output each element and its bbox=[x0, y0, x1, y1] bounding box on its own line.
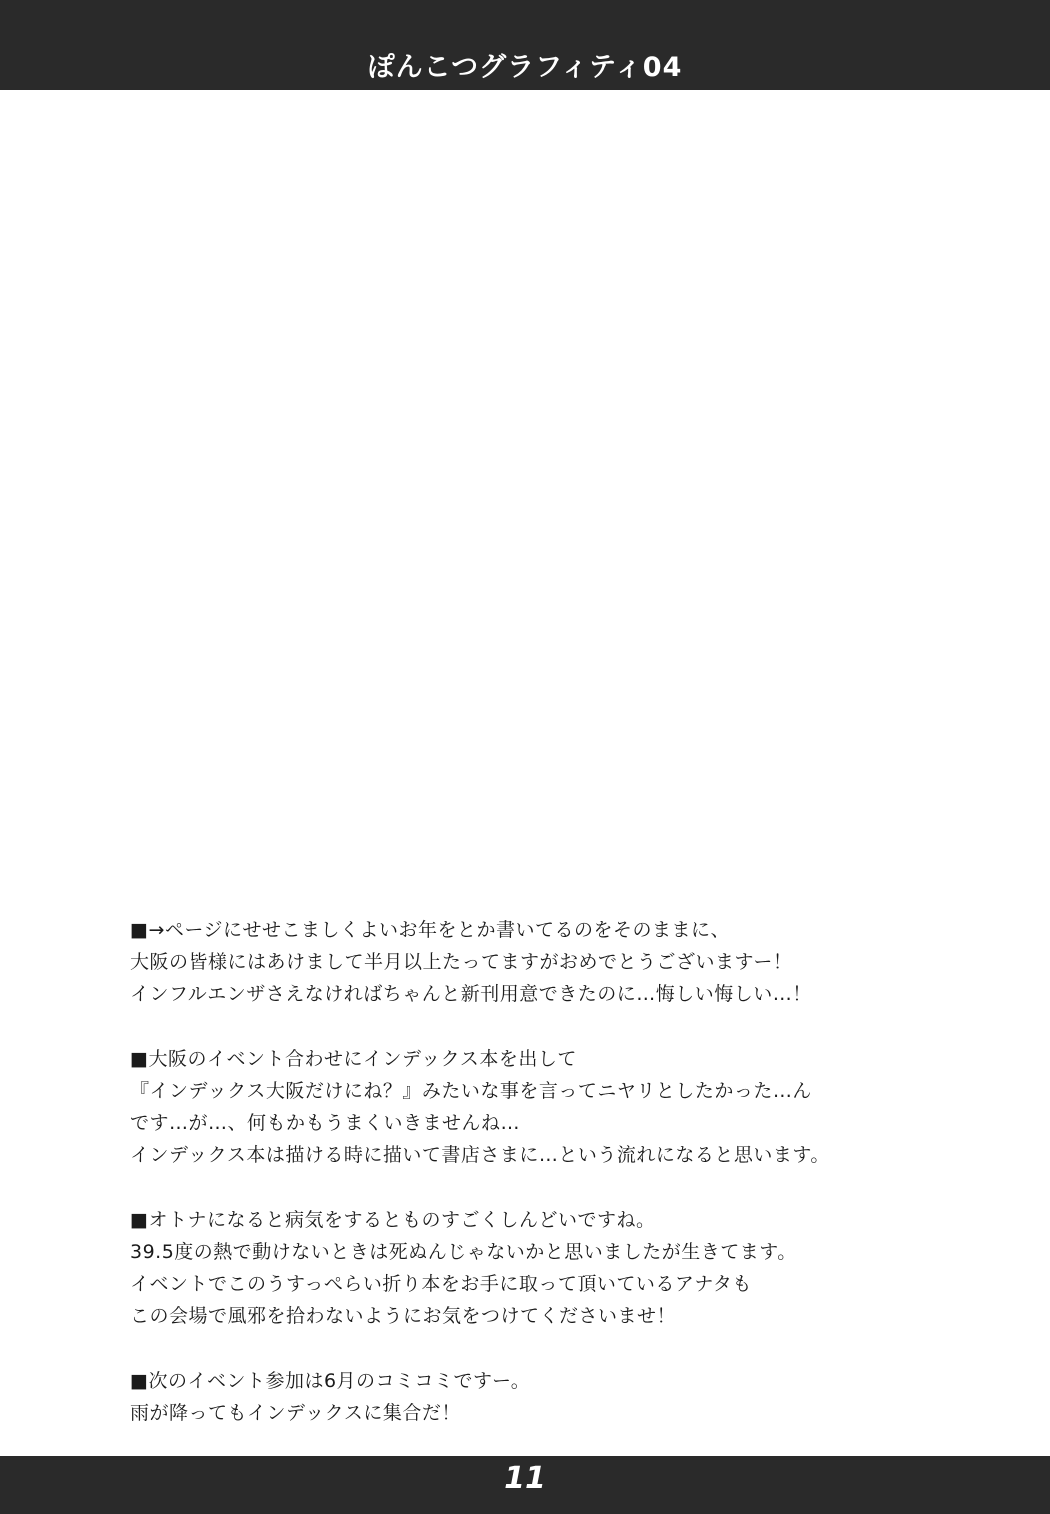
text-line: 雨が降ってもインデックスに集合だ！ bbox=[130, 1402, 461, 1424]
page-number: 11 bbox=[504, 1461, 546, 1496]
text-line: です…が…、何もかもうまくいきませんね… bbox=[130, 1112, 521, 1134]
page-title: ぽんこつグラフィティ04 bbox=[367, 52, 683, 83]
afterword-text bbox=[130, 914, 1030, 1462]
text-line: 大阪の皆様にはあけまして半月以上たってますがおめでとうございますー！ bbox=[130, 951, 793, 973]
paragraph bbox=[130, 1043, 1030, 1171]
text-line: 39.5度の熱で動けないときは死ぬんじゃないかと思いましたが生きてます。 bbox=[130, 1241, 797, 1263]
paragraph bbox=[130, 914, 1030, 1010]
paragraph bbox=[130, 1365, 1030, 1429]
text-line: ■次のイベント参加は6月のコミコミですー。 bbox=[130, 1370, 531, 1392]
text-line: ■オトナになると病気をするとものすごくしんどいですね。 bbox=[130, 1209, 656, 1231]
text-line: ■→ページにせせこましくよいお年をとか書いてるのをそのままに、 bbox=[130, 919, 730, 941]
text-line: イベントでこのうすっぺらい折り本をお手に取って頂いているアナタも bbox=[130, 1273, 752, 1295]
paragraph bbox=[130, 1204, 1030, 1332]
text-line: ■大阪のイベント合わせにインデックス本を出して bbox=[130, 1048, 577, 1070]
text-line: 『インデックス大阪だけにね？』みたいな事を言ってニヤリとしたかった…ん bbox=[130, 1080, 812, 1102]
text-line: この会場で風邪を拾わないようにお気をつけてくださいませ！ bbox=[130, 1305, 677, 1327]
text-line: インフルエンザさえなければちゃんと新刊用意できたのに…悔しい悔しい…！ bbox=[130, 983, 812, 1005]
text-line: インデックス本は描ける時に描いて書店さまに…という流れになると思います。 bbox=[130, 1144, 830, 1166]
